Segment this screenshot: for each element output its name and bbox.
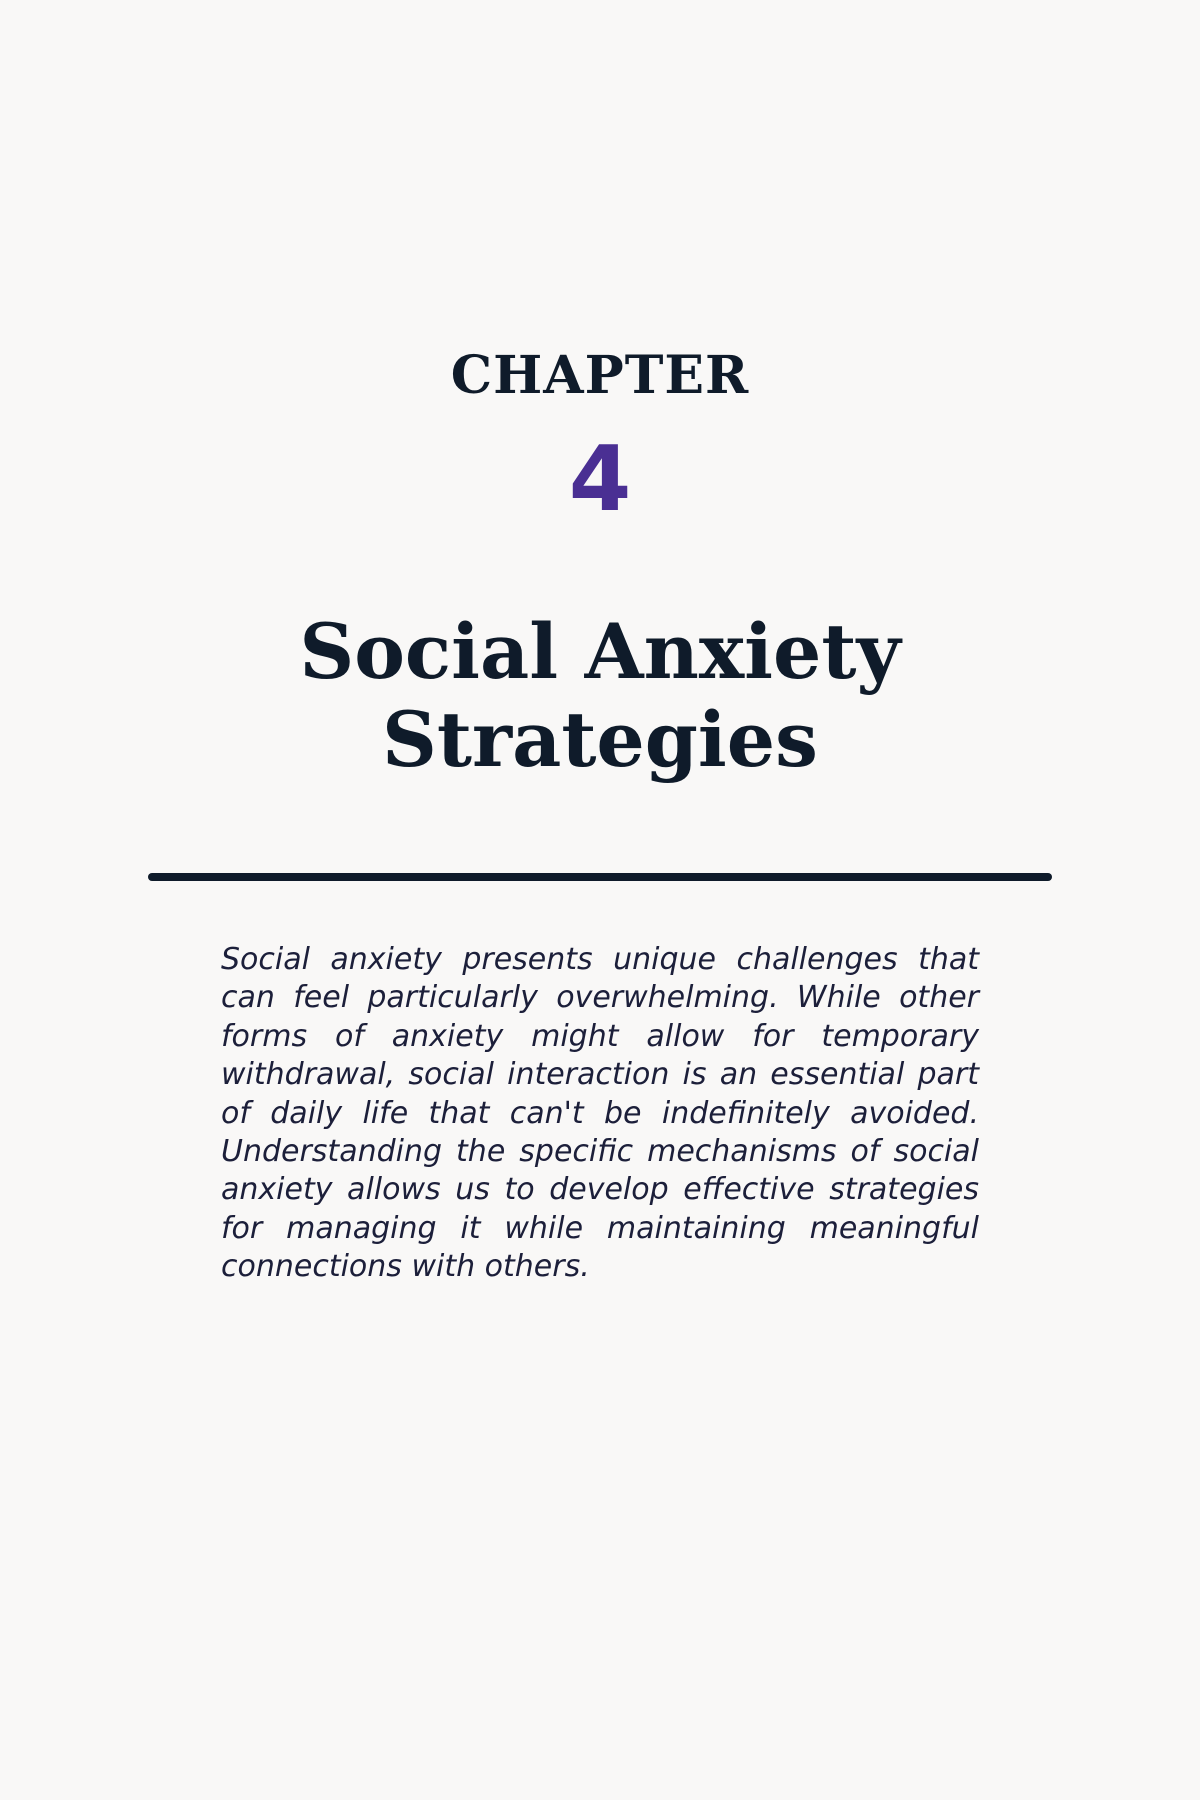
chapter-label: CHAPTER <box>450 345 750 406</box>
title-divider <box>148 873 1052 881</box>
chapter-number: 4 <box>568 427 632 532</box>
chapter-title: Social Anxiety Strategies <box>299 607 901 784</box>
chapter-intro-paragraph: Social anxiety presents unique challenges that can feel particularly overwhelming. While other forms of anxiety might allow for temporary withdrawal, social interaction is an essential part of daily life that can't be indefinitely avoided. Understanding the specific mechanisms of social anxiety allows us to develop effective strategies for managing it while maintaining meaningful connections with others. <box>221 942 979 1285</box>
